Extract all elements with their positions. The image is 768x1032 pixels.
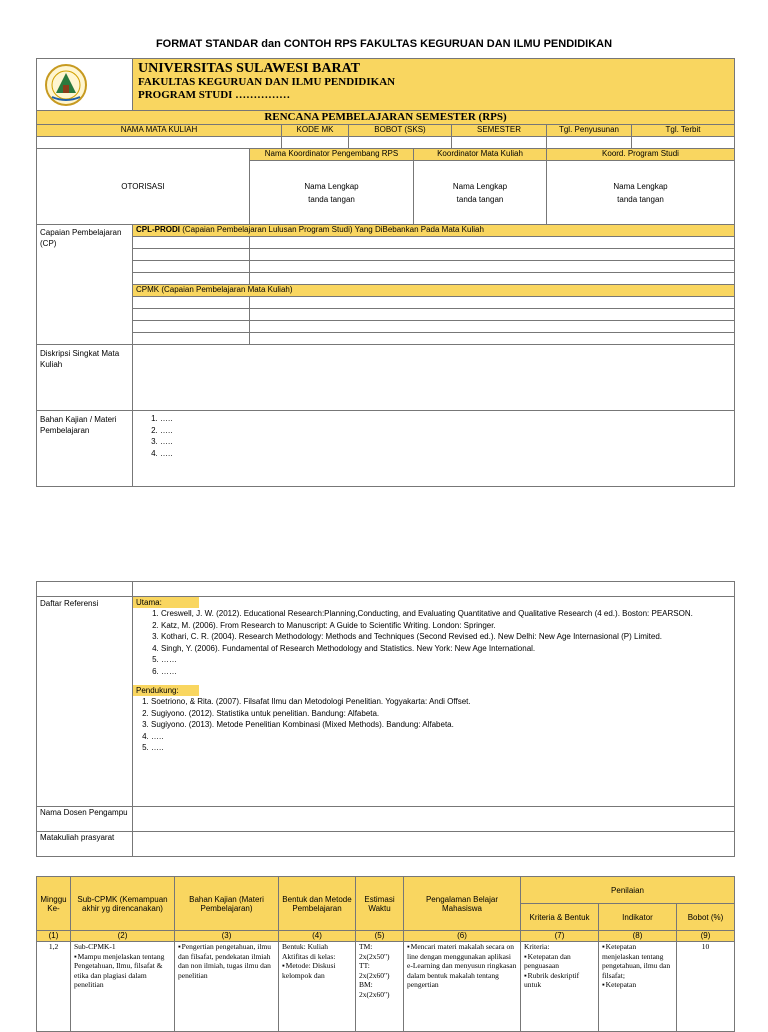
bahan-kajian-label: Bahan Kajian / Materi Pembelajaran — [37, 411, 133, 487]
list-item: 3. Kothari, C. R. (2004). Research Methodology: Methods and Techniques (Second Revised ed.). New Delhi: New Age Internasional (P) Limited. — [161, 631, 734, 643]
col-number: (2) — [71, 931, 175, 942]
program-name: PROGRAM STUDI …………… — [138, 89, 291, 101]
faculty-name: FAKULTAS KEGURUAN DAN ILMU PENDIDIKAN — [138, 76, 396, 88]
col-tgl-terbit: Tgl. Terbit — [632, 125, 735, 137]
university-name: UNIVERSITAS SULAWESI BARAT — [138, 61, 360, 76]
list-item: 1. Creswell, J. W. (2012). Educational Research:Planning,Conducting, and Evaluating Quantitative and Qualitative Research (4 ed.). Boston: PEARSON. — [161, 608, 734, 620]
dosen-label: Nama Dosen Pengampu — [37, 807, 133, 832]
col-bobot: BOBOT (SKS) — [349, 125, 452, 137]
row-minggu: 1,2 — [37, 942, 71, 1032]
schedule-table — [36, 876, 735, 1032]
col-number: (7) — [521, 931, 599, 942]
referensi-content — [133, 597, 735, 807]
list-item: 6. …… — [161, 666, 734, 678]
header-penilaian: Penilaian — [521, 877, 735, 904]
rps-title: RENCANA PEMBELAJARAN SEMESTER (RPS) — [37, 111, 735, 125]
col-number: (6) — [404, 931, 521, 942]
header-subcpmk: Sub-CPMK (Kemampuan akhir yg direncanakan) — [71, 877, 175, 931]
col-number: (5) — [356, 931, 404, 942]
pendukung-label: Pendukung: — [133, 685, 199, 696]
otorisasi-label: OTORISASI — [37, 149, 250, 225]
row-bentuk: Bentuk: Kuliah Aktifitas di kelas: ▪ Metode: Diskusi kelompok dan — [279, 942, 356, 1032]
role-koordinator-mk: Koordinator Mata Kuliah — [414, 149, 547, 161]
signature-cell: Nama Lengkap tanda tangan — [414, 161, 547, 225]
header-bentuk: Bentuk dan Metode Pembelajaran — [279, 877, 356, 931]
header-minggu: Minggu Ke- — [37, 877, 71, 931]
table-row — [37, 942, 735, 1032]
university-logo-icon — [40, 63, 92, 107]
col-number: (8) — [599, 931, 677, 942]
row-kriteria: Kriteria: ▪ Ketepatan dan penguasaan ▪ Rubrik deskriptif untuk — [521, 942, 599, 1032]
col-tgl-penyusunan: Tgl. Penyusunan — [547, 125, 632, 137]
logo-cell — [37, 59, 133, 111]
list-item: 4. ….. — [160, 448, 731, 460]
cpl-prodi-header: CPL-PRODI (Capaian Pembelajaran Lulusan Program Studi) Yang DiBebankan Pada Mata Kuliah — [133, 225, 735, 237]
row-bobot: 10 — [677, 942, 735, 1032]
col-number: (1) — [37, 931, 71, 942]
signature-cell: Nama Lengkap tanda tangan — [250, 161, 414, 225]
referensi-table — [36, 581, 735, 857]
col-number: (4) — [279, 931, 356, 942]
header-indikator: Indikator — [599, 904, 677, 931]
list-item: 5. ….. — [151, 742, 734, 754]
header-waktu: Estimasi Waktu — [356, 877, 404, 931]
col-kode-mk: KODE MK — [282, 125, 349, 137]
bahan-kajian-list — [133, 411, 735, 487]
row-bahan: ▪ Pengertian pengetahuan, ilmu dan filsafat, pendekatan ilmiah dan non ilmiah, tugas ilmu dan penelitian — [175, 942, 279, 1032]
header-pengalaman: Pengalaman Belajar Mahasiswa — [404, 877, 521, 931]
institution-block — [133, 59, 735, 111]
prasyarat-label: Matakuliah prasyarat — [37, 832, 133, 857]
list-item: 3. Sugiyono. (2013). Metode Penelitian Kombinasi (Mixed Methods). Bandung: Alfabeta. — [151, 719, 734, 731]
list-item: 3. ….. — [160, 436, 731, 448]
list-item: 1. Soetriono, & Rita. (2007). Filsafat Ilmu dan Metodologi Penelitian. Yogyakarta: Andi Offset. — [151, 696, 734, 708]
list-item: 4. ….. — [151, 731, 734, 743]
list-item: 1. ….. — [160, 413, 731, 425]
utama-label: Utama: — [133, 597, 199, 608]
role-koordinator-rps: Nama Koordinator Pengembang RPS — [250, 149, 414, 161]
cpmk-header: CPMK (Capaian Pembelajaran Mata Kuliah) — [133, 285, 735, 297]
col-number: (3) — [175, 931, 279, 942]
col-number: (9) — [677, 931, 735, 942]
col-nama-mk: NAMA MATA KULIAH — [37, 125, 282, 137]
header-kriteria: Kriteria & Bentuk — [521, 904, 599, 931]
cp-label: Capaian Pembelajaran (CP) — [37, 225, 133, 345]
rps-header-table — [36, 58, 735, 487]
row-pengalaman: ▪ Mencari materi makalah secara on line dengan menggunakan aplikasi e-Learning dan menyusun ringkasan dalam bentuk makalah tentang pengertian — [404, 942, 521, 1032]
header-bahan: Bahan Kajian (Materi Pembelajaran) — [175, 877, 279, 931]
list-item: 2. Sugiyono. (2012). Statistika untuk penelitian. Bandung: Alfabeta. — [151, 708, 734, 720]
list-item: 2. Katz, M. (2006). From Research to Manuscript: A Guide to Scientific Writing. London: Springer. — [161, 620, 734, 632]
list-item: 5. …… — [161, 654, 734, 666]
row-waktu: TM: 2x(2x50") TT: 2x(2x60") BM: 2x(2x60") — [356, 942, 404, 1032]
referensi-label: Daftar Referensi — [37, 597, 133, 807]
signature-cell: Nama Lengkap tanda tangan — [547, 161, 735, 225]
col-semester: SEMESTER — [452, 125, 547, 137]
document-title: FORMAT STANDAR dan CONTOH RPS FAKULTAS KEGURUAN DAN ILMU PENDIDIKAN — [155, 38, 613, 50]
deskripsi-label: Diskripsi Singkat Mata Kuliah — [37, 345, 133, 411]
role-koord-prodi: Koord. Program Studi — [547, 149, 735, 161]
list-item: 2. ….. — [160, 425, 731, 437]
row-indikator: ▪ Ketepatan menjelaskan tentang pengetahuan, ilmu dan filsafat; ▪ Ketepatan — [599, 942, 677, 1032]
header-bobot: Bobot (%) — [677, 904, 735, 931]
row-subcpmk: Sub-CPMK-1 ▪ Mampu menjelaskan tentang Pengetahuan, Ilmu, filsafat & etika dan plagiasi dalam penelitian — [71, 942, 175, 1032]
list-item: 4. Singh, Y. (2006). Fundamental of Research Methodology and Statistics. New York: New Age International. — [161, 643, 734, 655]
